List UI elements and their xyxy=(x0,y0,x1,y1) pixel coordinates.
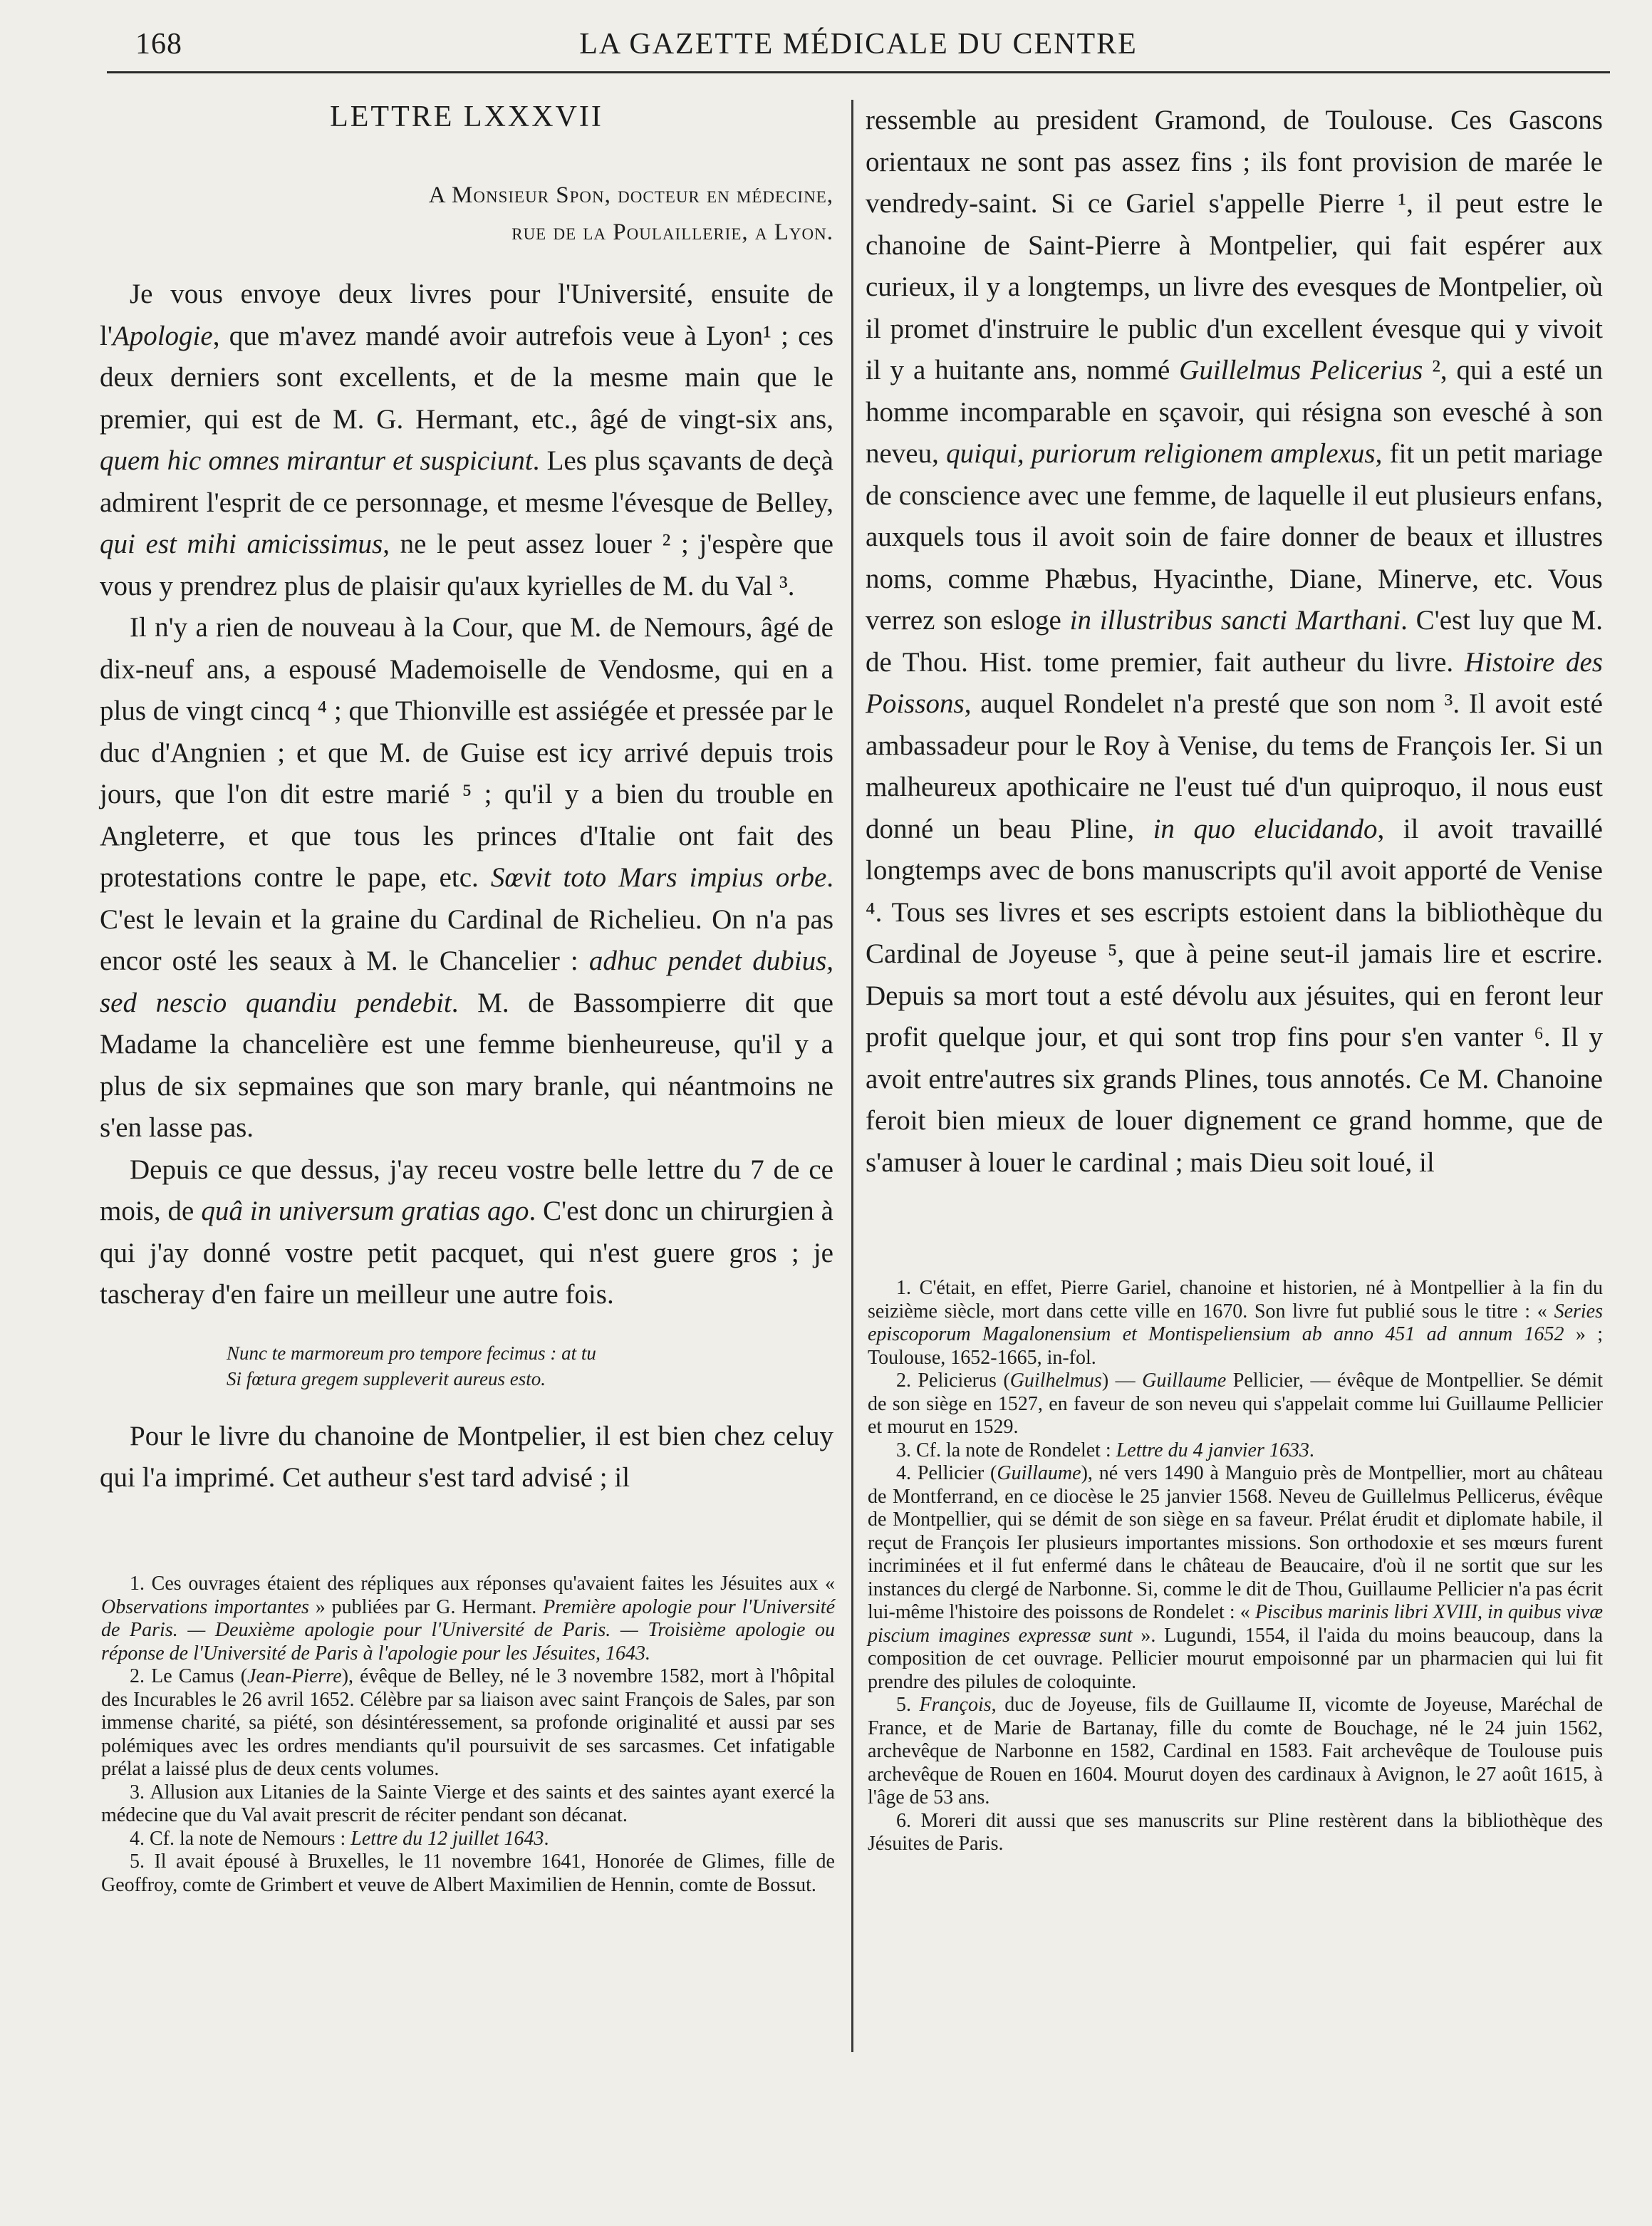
latin-quote: Nunc te marmoreum pro tempore fecimus : at tu Si fœtura gregem suppleverit aureus esto. xyxy=(227,1342,596,1389)
paragraph: ressemble au president Gramond, de Toulouse. Ces Gascons orientaux ne sont pas assez fins ; ils font provision de marée le vendredy-saint. Si ce Gariel s'appelle Pierre ¹, il peut estre le chanoine de Saint-Pierre à Montpelier, qui fait espérer aux curieux, il y a longtemps, un livre des evesques de Montpelier, où il promet d'instruire le public d'un excellent évesque qui y vivoit il y a huitante ans, nommé Guillelmus Pelicerius ², qui a esté un homme incomparable en sçavoir, qui résigna son evesché à son neveu, quiqui, puriorum religionem amplexus, fit un petit mariage de conscience avec une femme, de laquelle il eut plusieurs enfans, auxquels tous il avoit soin de faire donner de beaux et illustres noms, comme Phæbus, Hyacinthe, Diane, Minerve, etc. Vous verrez son esloge in illustribus sancti Marthani. C'est luy que M. de Thou. Hist. tome premier, fait autheur du livre. Histoire des Poissons, auquel Rondelet n'a presté que son nom ³. Il avoit esté ambassadeur pour le Roy à Venise, du tems de François Ier. Si un malheureux apothicaire ne l'eust tué d'un quiproquo, il nous eust donné un beau Pline, in quo elucidando, il avoit travaillé longtemps avec de bons manuscripts qu'il avoit apporté de Venise ⁴. Tous ses livres et ses escripts estoient dans la bibliothèque du Cardinal de Joyeuse ⁵, que à peine seut-il jamais lire et escrire. Depuis sa mort tout a esté dévolu aux jésuites, qui en feront leur profit quelque jour, et qui sont trop fins pour s'en vanter ⁶. Il y avoit entre'autres six grands Plines, tous annotés. Ce M. Chanoine feroit bien mieux de louer dignement ce grand homme, que de s'amuser à louer le cardinal ; mais Dieu soit loué, il xyxy=(866,105,1603,1178)
footnote: 3. Allusion aux Litanies de la Sainte Vierge et des saints et des saintes ayant exercé la médecine que du Val avait prescrit de réciter pendant son décanat. xyxy=(101,1781,835,1826)
footnote: 5. François, duc de Joyeuse, fils de Guillaume II, vicomte de Joyeuse, Maréchal de France, et de Marie de Bartanay, fille du comte de Bouchage, né le 24 juin 1562, archevêque de Narbonne en 1582, Cardinal en 1583. Fait archevêque de Toulouse puis archevêque de Rouen en 1604. Mourut doyen des cardinaux à Avignon, le 27 août 1615, à l'âge de 53 ans. xyxy=(868,1694,1604,1808)
right-body-text xyxy=(866,100,1603,1184)
footnote: 6. Moreri dit aussi que ses manuscrits sur Pline restèrent dans la bibliothèque des Jésuites de Paris. xyxy=(868,1809,1603,1855)
footnote: 1. Ces ouvrages étaient des répliques aux réponses qu'avaient faites les Jésuites aux « Observations importantes » publiées par G. Hermant. Première apologie pour l'Université de Paris. — Deuxième apologie pour l'Université de Paris. — Troisième apologie ou réponse de l'Université de Paris à l'apologie pour les Jésuites, 1643. xyxy=(101,1573,836,1665)
letter-address xyxy=(100,177,833,251)
left-body-text xyxy=(100,274,833,1499)
footnote: 1. C'était, en effet, Pierre Gariel, chanoine et historien, né à Montpellier à la fin du seizième siècle, mort dans cette ville en 1670. Son livre fut publié sous le titre : « Series episcoporum Magalonensium et Montispeliensium ab anno 451 ad annum 1652 » ; Toulouse, 1652-1665, in-fol. xyxy=(868,1277,1604,1369)
footnote: 5. Il avait épousé à Bruxelles, le 11 novembre 1641, Honorée de Glimes, fille de Geoffroy, comte de Grimbert et veuve de Albert Maximilien de Hennin, comte de Bossut. xyxy=(101,1850,835,1896)
footnote: 2. Le Camus (Jean-Pierre), évêque de Belley, né le 3 novembre 1582, mort à l'hôpital des Incurables le 26 avril 1652. Célèbre par sa liaison avec saint François de Sales, par son immense charité, sa piété, son désintéressement, sa profonde originalité et aussi par ses polémiques avec les ordres mendiants qu'il poursuivit de ses sarcasmes. Cet infatigable prélat a laissé plus de deux cents volumes. xyxy=(101,1665,835,1780)
paragraph: Depuis ce que dessus, j'ay receu vostre belle lettre du 7 de ce mois, de quâ in universum gratias ago. C'est donc un chirurgien à qui j'ay donné vostre petit pacquet, qui n'est guere gros ; je tascheray d'en faire un meilleur une autre fois. xyxy=(100,1154,833,1310)
footnote: 4. Cf. la note de Nemours : Lettre du 12 juillet 1643. xyxy=(130,1827,549,1850)
header-rule xyxy=(107,71,1610,73)
column-divider xyxy=(851,100,853,2052)
letter-title: LETTRE LXXXVII xyxy=(330,100,603,133)
address-line-1: A Monsieur Spon, docteur en médecine, xyxy=(428,182,833,208)
running-header xyxy=(107,27,1610,67)
footnote: 2. Pelicierus (Guilhelmus) — Guillaume Pellicier, — évêque de Montpellier. Se démit de son siège en 1527, en faveur de son neveu qui s'appelait comme lui Guillaume Pellicier et mourut en 1529. xyxy=(868,1370,1603,1438)
page-number: 168 xyxy=(135,28,182,61)
running-title: LA GAZETTE MÉDICALE DU CENTRE xyxy=(579,28,1138,61)
paragraph: Il n'y a rien de nouveau à la Cour, que M. de Nemours, âgé de dix-neuf ans, a espousé Mademoiselle de Vendosme, qui en a plus de vingt cincq ⁴ ; que Thionville est assiégée et pressée par le duc d'Angnien ; et que M. de Guise est icy arrivé depuis trois jours, que l'on dit estre marié ⁵ ; qu'il y a bien du trouble en Angleterre, et que tous les princes d'Italie ont fait des protestations contre le pape, etc. Sœvit toto Mars impius orbe. C'est le levain et la graine du Cardinal de Richelieu. On n'a pas encor osté les seaux à M. le Chancelier : adhuc pendet dubius, sed nescio quandiu pendebit. M. de Bassompierre dit que Madame la chancelière est une femme bienheureuse, qu'il y a plus de six sepmaines que son mary branle, qui néantmoins ne s'en lasse pas. xyxy=(100,612,834,1143)
footnote: 4. Pellicier (Guillaume), né vers 1490 à Manguio près de Montpellier, mort au château de Montferrand, en ce diocèse le 25 janvier 1568. Neveu de Guillelmus Pellicerus, évêque de Montpellier, qui se démit de son siège en sa faveur. Prélat érudit et diplomate habile, il reçut de François Ier plusieurs importantes missions. Son orthodoxie et ses mœurs furent incriminées et il fut enfermé dans le château de Beaucaire, d'où il ne sortit que sur les instances du clergé de Narbonne. Si, comme le dit de Thou, Guillaume Pellicier n'a pas écrit lui-même l'histoire des poissons de Rondelet : « Piscibus marinis libri XVIII, in quibus vivæ piscium imagines expressæ sunt ». Lugundi, 1554, il l'aida du moins beaucoup, dans la composition de cet ouvrage. Pellicier mourut empoisonné par un pharmacien qui lui fit prendre des pilules de coloquinte. xyxy=(868,1462,1604,1693)
address-line-2: rue de la Poulaillerie, a Lyon. xyxy=(511,219,833,245)
footnotes-right xyxy=(868,1277,1603,1856)
left-column xyxy=(100,100,833,1499)
footnote: 3. Cf. la note de Rondelet : Lettre du 4 janvier 1633. xyxy=(896,1439,1314,1461)
footnotes-left xyxy=(101,1573,835,1897)
paragraph: Pour le livre du chanoine de Montpelier, il est bien chez celuy qui l'a imprimé. Cet autheur s'est tard advisé ; il xyxy=(100,1420,833,1493)
paragraph: Je vous envoye deux livres pour l'Université, ensuite de l'Apologie, que m'avez mandé avoir autrefois veue à Lyon¹ ; ces deux derniers sont excellents, et de la mesme main que le premier, qui est de M. G. Hermant, etc., âgé de vingt-six ans, quem hic omnes mirantur et suspiciunt. Les plus sçavants de deçà admirent l'esprit de ce personnage, et mesme l'évesque de Belley, qui est mihi amicissimus, ne le peut assez louer ² ; j'espère que vous y prendrez plus de plaisir qu'aux kyrielles de M. du Val ³. xyxy=(100,279,833,601)
right-column xyxy=(866,100,1603,1184)
